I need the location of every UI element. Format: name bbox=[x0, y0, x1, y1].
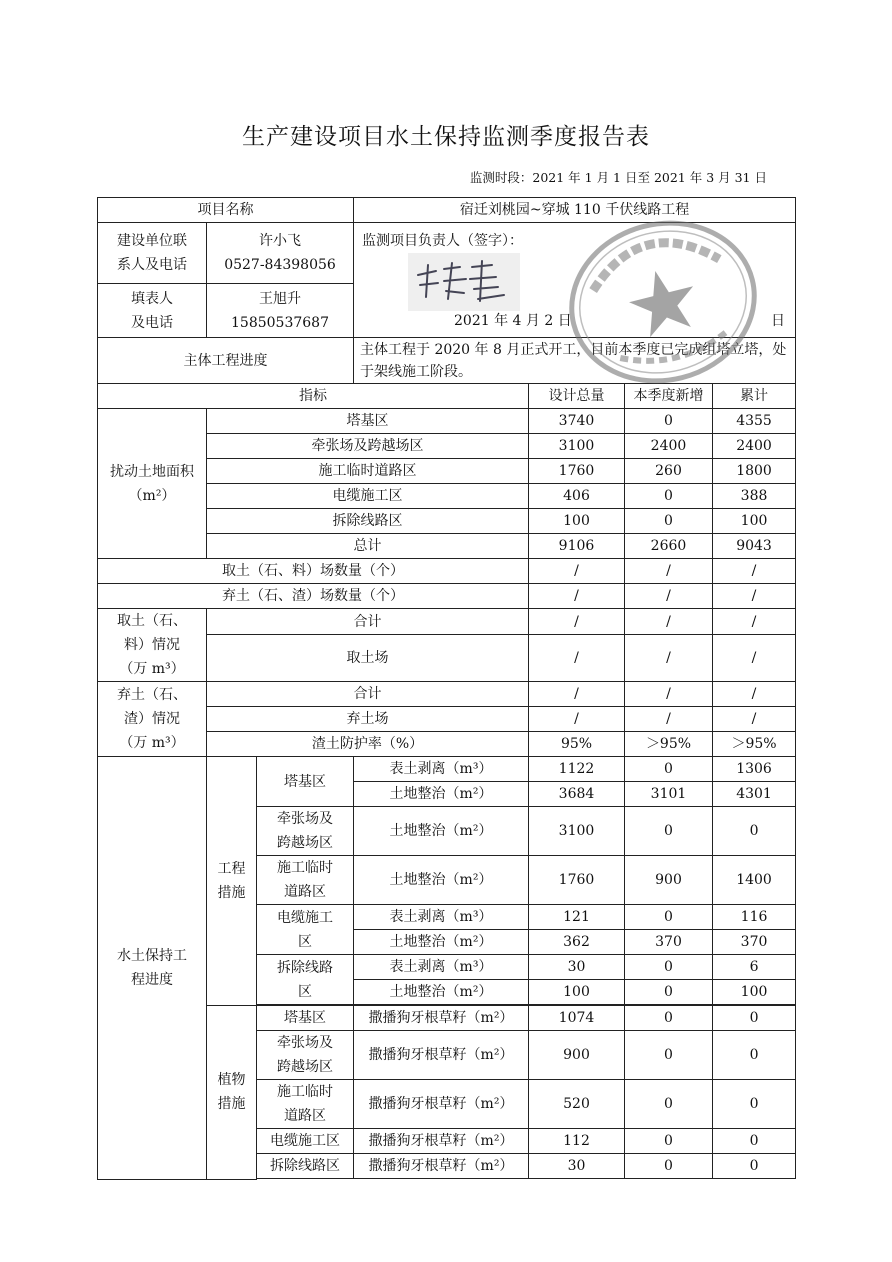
measure-label: 土地整治（m²） bbox=[354, 856, 529, 905]
header-design: 设计总量 bbox=[529, 384, 625, 409]
table-cell: 0 bbox=[625, 1031, 713, 1080]
table-cell: 1122 bbox=[529, 757, 625, 782]
table-cell: 2400 bbox=[625, 434, 713, 459]
supervisor-date: 2021 年 4 月 2 日 bbox=[454, 313, 572, 329]
table-cell: / bbox=[625, 584, 713, 609]
project-name-value: 宿迁刘桃园~穿城 110 千伏线路工程 bbox=[354, 198, 796, 223]
table-cell: 9043 bbox=[713, 534, 796, 559]
table-cell: 0 bbox=[625, 757, 713, 782]
table-cell: 30 bbox=[529, 1154, 625, 1179]
table-cell: / bbox=[713, 682, 796, 707]
table-cell: ＞95% bbox=[625, 732, 713, 757]
table-cell: 30 bbox=[529, 955, 625, 980]
table-cell: 900 bbox=[529, 1031, 625, 1080]
monitoring-period: 监测时段：2021 年 1 月 1 日至 2021 年 3 月 31 日 bbox=[469, 170, 767, 185]
filler-label: 填表人 及电话 bbox=[98, 284, 207, 338]
table-cell: 0 bbox=[625, 1080, 713, 1129]
supervisor-day-suffix: 日 bbox=[771, 313, 786, 329]
table-cell: 0 bbox=[713, 1031, 796, 1080]
table-cell: / bbox=[625, 559, 713, 584]
table-row-label: 牵张场及跨越场区 bbox=[207, 434, 529, 459]
table-cell: 0 bbox=[625, 1154, 713, 1179]
supervisor-signature bbox=[408, 253, 520, 311]
table-cell: 0 bbox=[625, 484, 713, 509]
table-cell: / bbox=[529, 707, 625, 732]
disturbed-area-label: 扰动土地面积（m²） bbox=[98, 409, 207, 559]
table-cell: 1074 bbox=[529, 1006, 625, 1031]
conservation-progress-label: 水土保持工 程进度 bbox=[98, 757, 207, 1180]
project-name-label: 项目名称 bbox=[98, 198, 354, 223]
table-cell: / bbox=[529, 682, 625, 707]
table-cell: 0 bbox=[625, 1006, 713, 1031]
measure-label: 撒播狗牙根草籽（m²） bbox=[354, 1129, 529, 1154]
table-cell: 121 bbox=[529, 905, 625, 930]
table-row-label: 塔基区 bbox=[207, 409, 529, 434]
table-cell: 388 bbox=[713, 484, 796, 509]
supervisor-signature-cell bbox=[354, 223, 796, 338]
table-row-label: 电缆施工区 bbox=[207, 484, 529, 509]
table-cell: / bbox=[529, 635, 625, 682]
spoil-count-label: 弃土（石、渣）场数量（个） bbox=[98, 584, 529, 609]
table-cell: / bbox=[529, 559, 625, 584]
table-row-label: 施工临时道路区 bbox=[207, 459, 529, 484]
table-row-label: 渣土防护率（%） bbox=[207, 732, 529, 757]
measure-label: 土地整治（m²） bbox=[354, 980, 529, 1005]
table-cell: 3100 bbox=[529, 807, 625, 856]
measure-label: 土地整治（m²） bbox=[354, 807, 529, 856]
table-cell: 100 bbox=[529, 509, 625, 534]
table-cell: 3740 bbox=[529, 409, 625, 434]
header-cumulative: 累计 bbox=[713, 384, 796, 409]
area-label: 施工临时 道路区 bbox=[257, 856, 354, 905]
table-cell: 0 bbox=[625, 807, 713, 856]
table-cell: / bbox=[713, 559, 796, 584]
table-cell: 370 bbox=[625, 930, 713, 955]
table-cell: 1800 bbox=[713, 459, 796, 484]
table-cell: 900 bbox=[625, 856, 713, 905]
table-cell: 2660 bbox=[625, 534, 713, 559]
table-cell: / bbox=[625, 682, 713, 707]
table-cell: 1400 bbox=[713, 856, 796, 905]
table-cell: 0 bbox=[713, 1006, 796, 1031]
table-cell: 3684 bbox=[529, 782, 625, 807]
table-cell: 0 bbox=[625, 980, 713, 1005]
table-cell: 362 bbox=[529, 930, 625, 955]
table-cell: 0 bbox=[625, 905, 713, 930]
table-cell: 0 bbox=[625, 409, 713, 434]
table-row-label: 合计 bbox=[207, 682, 529, 707]
table-row-label: 合计 bbox=[207, 609, 529, 635]
measure-label: 撒播狗牙根草籽（m²） bbox=[354, 1080, 529, 1129]
main-progress-text: 主体工程于 2020 年 8 月正式开工，目前本季度已完成组塔立塔，处于架线施工阶段。 bbox=[354, 338, 796, 384]
borrow-situation-label: 取土（石、 料）情况 （万 m³） bbox=[98, 609, 207, 682]
table-cell: 0 bbox=[625, 509, 713, 534]
area-label: 牵张场及 跨越场区 bbox=[257, 807, 354, 856]
table-cell: 1306 bbox=[713, 757, 796, 782]
builder-contact: 许小飞 0527-84398056 bbox=[207, 223, 354, 284]
table-cell: 0 bbox=[713, 807, 796, 856]
vegetation-measures-label: 植物 措施 bbox=[207, 1006, 257, 1180]
table-row-label: 拆除线路区 bbox=[207, 509, 529, 534]
main-progress-label: 主体工程进度 bbox=[98, 338, 354, 384]
table-cell: 6 bbox=[713, 955, 796, 980]
table-cell: 520 bbox=[529, 1080, 625, 1129]
table-cell: 1760 bbox=[529, 856, 625, 905]
table-cell: / bbox=[529, 584, 625, 609]
table-cell: / bbox=[713, 707, 796, 732]
table-cell: 100 bbox=[713, 980, 796, 1005]
table-cell: 0 bbox=[713, 1154, 796, 1179]
measure-label: 土地整治（m²） bbox=[354, 782, 529, 807]
table-cell: 112 bbox=[529, 1129, 625, 1154]
table-cell: / bbox=[625, 609, 713, 635]
measure-label: 土地整治（m²） bbox=[354, 930, 529, 955]
table-cell: 3100 bbox=[529, 434, 625, 459]
table-cell: 9106 bbox=[529, 534, 625, 559]
table-cell: 116 bbox=[713, 905, 796, 930]
table-cell: 4355 bbox=[713, 409, 796, 434]
report-title: 生产建设项目水土保持监测季度报告表 bbox=[242, 124, 650, 150]
table-cell: 3101 bbox=[625, 782, 713, 807]
table-cell: / bbox=[625, 635, 713, 682]
table-cell: ＞95% bbox=[713, 732, 796, 757]
filler-contact: 王旭升 15850537687 bbox=[207, 284, 354, 338]
area-label: 塔基区 bbox=[257, 757, 354, 807]
table-cell: 100 bbox=[529, 980, 625, 1005]
measure-label: 撒播狗牙根草籽（m²） bbox=[354, 1006, 529, 1031]
table-cell: / bbox=[529, 609, 625, 635]
table-cell: 2400 bbox=[713, 434, 796, 459]
header-indicator: 指标 bbox=[98, 384, 529, 409]
area-label: 牵张场及 跨越场区 bbox=[257, 1031, 354, 1080]
area-label: 电缆施工 区 bbox=[257, 905, 354, 955]
table-cell: 0 bbox=[625, 955, 713, 980]
measure-label: 撒播狗牙根草籽（m²） bbox=[354, 1154, 529, 1179]
table-cell: 0 bbox=[625, 1129, 713, 1154]
borrow-count-label: 取土（石、料）场数量（个） bbox=[98, 559, 529, 584]
table-cell: 1760 bbox=[529, 459, 625, 484]
table-cell: 370 bbox=[713, 930, 796, 955]
table-cell: / bbox=[713, 584, 796, 609]
table-cell: 0 bbox=[713, 1080, 796, 1129]
table-cell: 100 bbox=[713, 509, 796, 534]
table-cell: / bbox=[625, 707, 713, 732]
table-row-label: 弃土场 bbox=[207, 707, 529, 732]
report-table bbox=[97, 197, 796, 1180]
area-label: 拆除线路 区 bbox=[257, 955, 354, 1005]
table-cell: 406 bbox=[529, 484, 625, 509]
builder-label: 建设单位联 系人及电话 bbox=[98, 223, 207, 284]
measure-label: 表土剥离（m³） bbox=[354, 757, 529, 782]
table-row-label: 取土场 bbox=[207, 635, 529, 682]
table-cell: 95% bbox=[529, 732, 625, 757]
table-cell: / bbox=[713, 609, 796, 635]
table-cell: 0 bbox=[713, 1129, 796, 1154]
measure-label: 撒播狗牙根草籽（m²） bbox=[354, 1031, 529, 1080]
area-label: 电缆施工区 bbox=[257, 1129, 354, 1154]
measure-label: 表土剥离（m³） bbox=[354, 905, 529, 930]
area-label: 施工临时 道路区 bbox=[257, 1080, 354, 1129]
supervisor-label: 监测项目负责人（签字）： bbox=[362, 233, 523, 249]
header-quarter: 本季度新增 bbox=[625, 384, 713, 409]
table-cell: / bbox=[713, 635, 796, 682]
engineering-measures-label: 工程 措施 bbox=[207, 757, 257, 1006]
table-cell: 260 bbox=[625, 459, 713, 484]
table-row-label: 总计 bbox=[207, 534, 529, 559]
area-label: 拆除线路区 bbox=[257, 1154, 354, 1179]
area-label: 塔基区 bbox=[257, 1006, 354, 1031]
table-cell: 4301 bbox=[713, 782, 796, 807]
spoil-situation-label: 弃土（石、 渣）情况 （万 m³） bbox=[98, 682, 207, 757]
spacer bbox=[257, 1179, 796, 1180]
measure-label: 表土剥离（m³） bbox=[354, 955, 529, 980]
